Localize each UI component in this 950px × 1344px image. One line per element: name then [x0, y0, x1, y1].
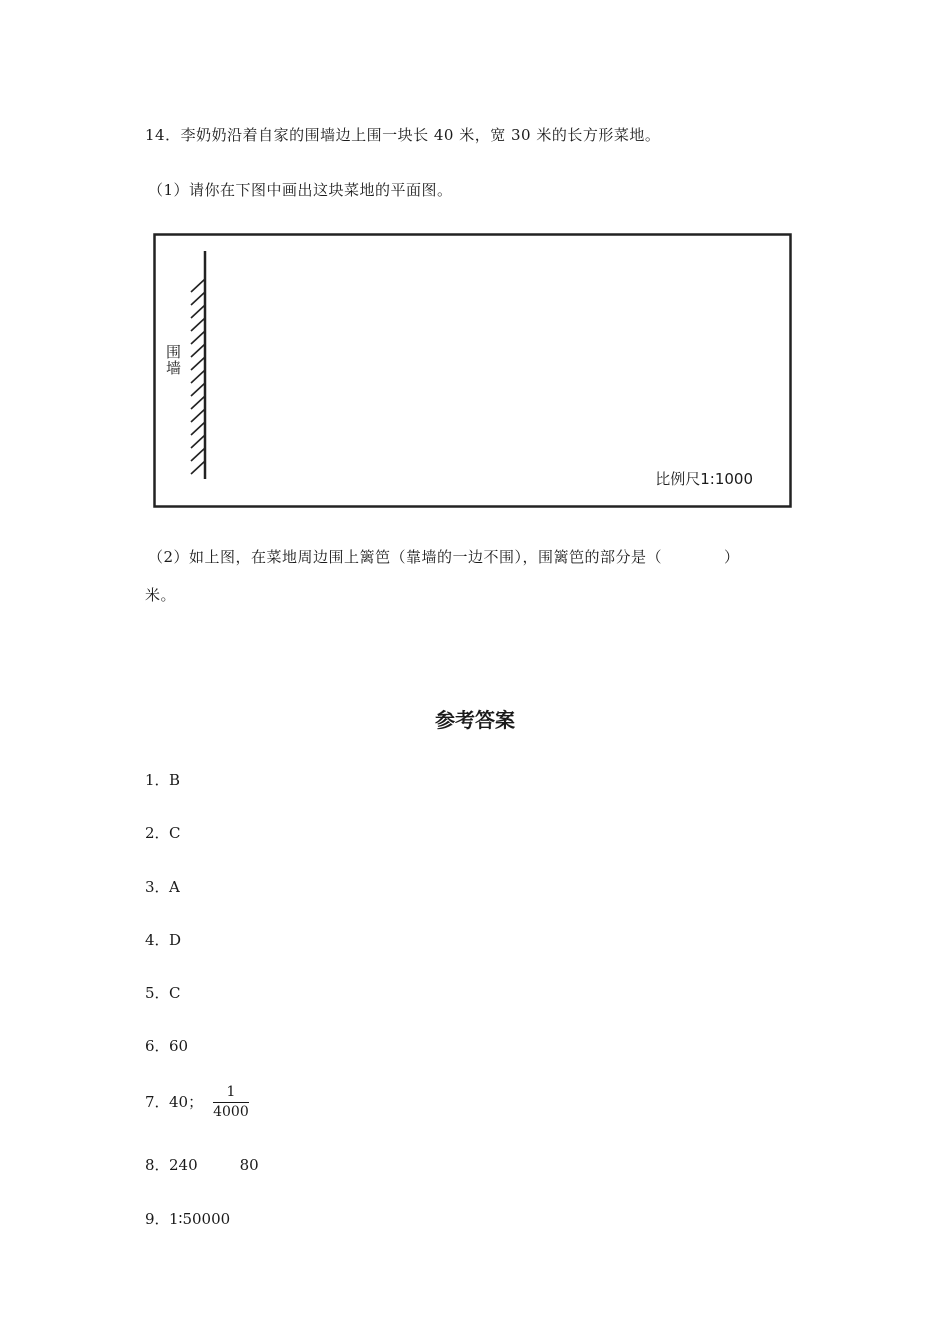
answer-value: C	[169, 984, 181, 1002]
hatch-stroke	[191, 422, 205, 435]
plan-frame	[155, 235, 791, 507]
hatch-stroke	[191, 383, 205, 396]
hatch-stroke	[191, 331, 205, 344]
answer-value: A	[169, 878, 180, 896]
answer-number: 2．	[145, 824, 170, 842]
answer-item	[145, 929, 181, 950]
answer-value: B	[169, 771, 181, 789]
answer-item	[145, 1154, 259, 1175]
fraction-numerator: 1	[213, 1084, 249, 1103]
hatch-stroke	[191, 435, 205, 448]
question-14-part-2-continued: 米。	[145, 586, 177, 604]
hatch-stroke	[191, 357, 205, 370]
hatch-stroke	[191, 279, 205, 292]
garden-plan-figure	[153, 233, 793, 510]
answer-value: 60	[169, 1037, 189, 1055]
answer-item	[145, 1035, 188, 1056]
hatch-stroke	[191, 344, 205, 357]
wall-hatching	[191, 279, 205, 474]
question-14-part-2: （2）如上图，在菜地周边围上篱笆（靠墙的一边不围），围篱笆的部分是（ ）	[148, 548, 740, 566]
answer-number: 9．	[145, 1210, 170, 1228]
answer-item	[145, 1208, 230, 1229]
answer-number: 7．	[145, 1092, 170, 1111]
hatch-stroke	[191, 461, 205, 474]
hatch-stroke	[191, 409, 205, 422]
hatch-stroke	[191, 396, 205, 409]
scale-label: 比例尺1:1000	[655, 470, 753, 488]
answers-title: 参考答案	[435, 708, 515, 732]
answer-item	[145, 822, 180, 843]
answer-number: 4．	[145, 931, 170, 949]
hatch-stroke	[191, 305, 205, 318]
answer-fraction	[213, 1084, 249, 1121]
answer-value: 1∶50000	[169, 1210, 231, 1228]
hatch-stroke	[191, 318, 205, 331]
answer-number: 1．	[145, 771, 170, 789]
hatch-stroke	[191, 370, 205, 383]
question-14-part-1: （1）请你在下图中画出这块菜地的平面图。	[148, 181, 453, 199]
fraction-denominator: 4000	[213, 1104, 249, 1120]
answer-item	[145, 769, 180, 790]
answer-number: 5．	[145, 984, 170, 1002]
answer-value-2: 80	[239, 1156, 259, 1174]
question-14-stem: 14．李奶奶沿着自家的围墙边上围一块长 40 米，宽 30 米的长方形菜地。	[145, 126, 661, 144]
answer-value: C	[169, 824, 181, 842]
answer-number: 8．	[145, 1156, 170, 1174]
answer-item	[145, 982, 180, 1003]
wall-label: 围墙	[164, 344, 182, 376]
answer-item	[145, 876, 180, 897]
answer-value: 40；	[169, 1092, 204, 1111]
hatch-stroke	[191, 292, 205, 305]
answer-value: 240	[169, 1156, 198, 1174]
answer-item	[145, 1084, 249, 1121]
answer-number: 3．	[145, 878, 170, 896]
hatch-stroke	[191, 448, 205, 461]
answer-number: 6．	[145, 1037, 170, 1055]
answer-value: D	[169, 931, 182, 949]
